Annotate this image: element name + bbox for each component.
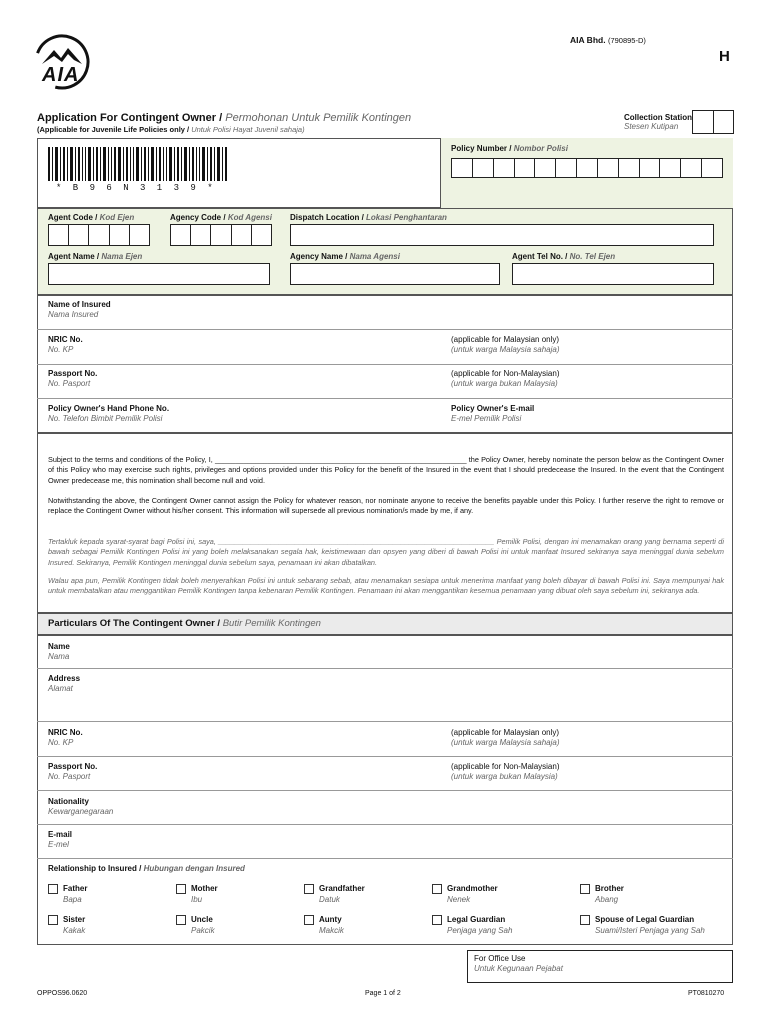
form-letter: H <box>719 48 730 65</box>
agent-tel-label: Agent Tel No. / No. Tel Ejen <box>512 252 616 261</box>
grandmother-malay: Nenek <box>447 895 471 904</box>
brother-checkbox[interactable] <box>580 884 590 894</box>
legal-guardian-label: Legal Guardian <box>447 915 506 924</box>
insured-passport-malay: No. Pasport <box>48 379 91 388</box>
insured-nric-label: NRIC No. <box>48 335 83 344</box>
aunty-malay: Makcik <box>319 926 344 935</box>
collection-station-label: Collection Station <box>624 113 692 122</box>
owner-email-label: Policy Owner's E-mail <box>451 404 535 413</box>
barcode-image <box>48 147 228 186</box>
co-email-malay: E-mel <box>48 840 69 849</box>
legal-guardian-checkbox[interactable] <box>432 915 442 925</box>
father-label: Father <box>63 884 88 893</box>
grandmother-checkbox[interactable] <box>432 884 442 894</box>
agent-tel-field[interactable] <box>512 263 714 285</box>
collection-station-boxes[interactable] <box>692 110 734 134</box>
co-passport-malay: No. Pasport <box>48 772 91 781</box>
co-nric-malay: No. KP <box>48 738 74 747</box>
agent-name-field[interactable] <box>48 263 270 285</box>
footer-page-number: Page 1 of 2 <box>365 990 401 997</box>
brother-malay: Abang <box>595 895 619 904</box>
owner-phone-label: Policy Owner's Hand Phone No. <box>48 404 170 413</box>
co-name-malay: Nama <box>48 652 70 661</box>
co-address-label: Address <box>48 674 81 683</box>
father-checkbox[interactable] <box>48 884 58 894</box>
co-nric-label: NRIC No. <box>48 728 83 737</box>
grandfather-checkbox[interactable] <box>304 884 314 894</box>
office-use-label: For Office Use <box>474 954 526 963</box>
spouse-legal-guardian-checkbox[interactable] <box>580 915 590 925</box>
aia-logo <box>34 34 90 90</box>
father-malay: Bapa <box>63 895 82 904</box>
agency-code-boxes[interactable] <box>170 224 272 246</box>
grandfather-malay: Datuk <box>319 895 340 904</box>
legal-guardian-malay: Penjaga yang Sah <box>447 926 513 935</box>
co-address-malay: Alamat <box>48 684 73 693</box>
uncle-malay: Pakcik <box>191 926 215 935</box>
insured-nric-malay: No. KP <box>48 345 74 354</box>
co-passport-note: (applicable for Non-Malaysian) <box>451 762 560 771</box>
sister-label: Sister <box>63 915 86 924</box>
co-name-label: Name <box>48 642 70 651</box>
sister-malay: Kakak <box>63 926 86 935</box>
spouse-legal-guardian-label: Spouse of Legal Guardian <box>595 915 695 924</box>
agent-name-label: Agent Name / Nama Ejen <box>48 252 143 261</box>
grandfather-label: Grandfather <box>319 884 365 893</box>
logo-text: AIA <box>42 64 80 86</box>
agency-name-label: Agency Name / Nama Agensi <box>290 252 400 261</box>
brother-label: Brother <box>595 884 624 893</box>
co-nric-note: (applicable for Malaysian only) <box>451 728 560 737</box>
insured-name-malay: Nama Insured <box>48 310 99 319</box>
sister-checkbox[interactable] <box>48 915 58 925</box>
co-nationality-label: Nationality <box>48 797 89 806</box>
owner-phone-malay: No. Telefon Bimbit Pemilik Polisi <box>48 414 163 423</box>
dispatch-location-label: Dispatch Location / Lokasi Penghantaran <box>290 213 447 222</box>
mother-label: Mother <box>191 884 218 893</box>
agent-code-boxes[interactable] <box>48 224 150 246</box>
declaration-ms-1: Tertakluk kepada syarat-syarat bagi Polisi ini, saya, ____________________________________________________________________ Pemilik Polisi, dengan ini menamakan orang yang bernama seperti di bawah sebagai Pemilik Kontingen Polisi ini yang boleh melaksanakan segala hak, keistimewaan dan opsyen yang diberi di bawah Polisi ini untuk manfaat Insured sekiranya saya meninggal dunia sebelum Insured. Sekiranya, Pemilik Kontingen meninggal dunia sebelum saya, penamaan ini akan dibatalkan. <box>48 537 724 567</box>
collection-station-malay: Stesen Kutipan <box>624 122 679 131</box>
mother-malay: Ibu <box>191 895 203 904</box>
particulars-title: Particulars Of The Contingent Owner / Butir Pemilik Kontingen <box>48 618 321 629</box>
insured-nric-note: (applicable for Malaysian only) <box>451 335 560 344</box>
co-nric-note-malay: (untuk warga Malaysia sahaja) <box>451 738 560 747</box>
footer-form-code: OPPOS96.0620 <box>37 990 88 997</box>
form-subtitle: (Applicable for Juvenile Life Policies only / Untuk Polisi Hayat Juvenil sahaja) <box>37 125 305 134</box>
co-passport-label: Passport No. <box>48 762 98 771</box>
spouse-legal-guardian-malay: Suami/Isteri Penjaga yang Sah <box>595 926 705 935</box>
aunty-label: Aunty <box>319 915 342 924</box>
dispatch-location-field[interactable] <box>290 224 714 246</box>
agency-name-field[interactable] <box>290 263 500 285</box>
insured-name-label: Name of Insured <box>48 300 111 309</box>
insured-nric-note-malay: (untuk warga Malaysia sahaja) <box>451 345 560 354</box>
declaration-ms-2: Walau apa pun, Pemilik Kontingen tidak boleh menyerahkan Polisi ini untuk sebarang sebab, atau menamakan sesiapa untuk menerima manfaat yang boleh dibayar di bawah Polisi ini. Saya mempunyai hak untuk membatalkan atau menggantikan Pemilik Kontingen tanpa kebenaran Pemilik Kontingen. Penamaan ini akan menggantikan kesemua penamaan yang dibuat oleh saya sebelum ini, sekiranya ada. <box>48 576 724 596</box>
agency-code-label: Agency Code / Kod Agensi <box>170 213 272 222</box>
insured-passport-label: Passport No. <box>48 369 98 378</box>
form-title: Application For Contingent Owner / Permohonan Untuk Pemilik Kontingen <box>37 112 412 124</box>
owner-email-malay: E-mel Pemilik Polisi <box>451 414 522 423</box>
agent-code-label: Agent Code / Kod Ejen <box>48 213 135 222</box>
uncle-label: Uncle <box>191 915 213 924</box>
co-passport-note-malay: (untuk warga bukan Malaysia) <box>451 772 558 781</box>
insured-passport-note: (applicable for Non-Malaysian) <box>451 369 560 378</box>
co-email-label: E-mail <box>48 830 73 839</box>
insured-passport-note-malay: (untuk warga bukan Malaysia) <box>451 379 558 388</box>
declaration-en-2: Notwithstanding the above, the Contingent Owner cannot assign the Policy for whatever reason, nor nominate anyone to receive the benefits payable under this Policy. I further reserve the right to remove or replace the Contingent Owner without his/her consent. This information will supersede all previous nomination/s made by me, if any. <box>48 496 724 516</box>
office-use-malay: Untuk Kegunaan Pejabat <box>474 964 563 973</box>
declaration-en-1: Subject to the terms and conditions of the Policy, I, ______________________________________________________________ the Policy Owner, hereby nominate the person below as the Contingent Owner of this Policy who may exercise such rights, privileges and options provided under this Policy for the benefit of the Insured in the event that I should predecease the Insured. In the event that the Contingent Owner predecease me, this nomination shall become null and void. <box>48 455 724 485</box>
policy-number-boxes[interactable] <box>451 158 723 178</box>
co-nationality-malay: Kewarganegaraan <box>48 807 114 816</box>
mother-checkbox[interactable] <box>176 884 186 894</box>
uncle-checkbox[interactable] <box>176 915 186 925</box>
company-name: AIA Bhd. (790895-D) <box>570 35 646 45</box>
aunty-checkbox[interactable] <box>304 915 314 925</box>
grandmother-label: Grandmother <box>447 884 498 893</box>
policy-number-label: Policy Number / Nombor Polisi <box>451 144 568 153</box>
barcode-text: * B 9 6 N 3 1 3 9 * <box>56 183 216 193</box>
footer-ref-code: PT0810270 <box>688 990 725 997</box>
relationship-label: Relationship to Insured / Hubungan dengan Insured <box>48 864 245 873</box>
